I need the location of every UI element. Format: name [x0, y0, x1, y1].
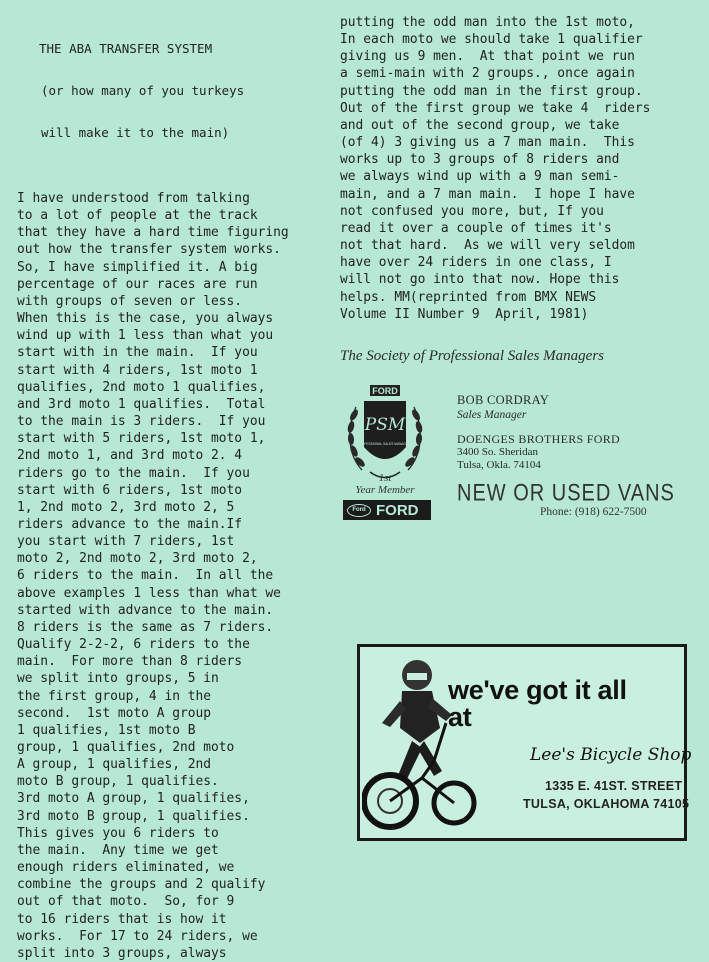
ford-badge-text: FORD [376, 501, 419, 519]
article-text-line: you start with 7 riders, 1st [17, 534, 235, 550]
article-text-line: Qualify 2-2-2, 6 riders to the [17, 637, 250, 653]
article-text-line: Volume II Number 9 April, 1981) [340, 306, 589, 322]
shop-name: Lee's Bicycle Shop [530, 745, 692, 765]
article-text-line: start with 4 riders, 1st moto 1 [17, 362, 258, 378]
article-subtitle-line: will make it to the main) [41, 125, 230, 140]
address-line-2: Tulsa, Okla. 74104 [457, 459, 541, 471]
article-text-line: above examples 1 less than what we [17, 585, 281, 601]
member-caption-year: 1st [378, 472, 392, 484]
article-text-line: a semi-main with 2 groups., once again [340, 66, 635, 82]
society-heading: The Society of Professional Sales Managers [340, 348, 604, 364]
article-text-line: and 3rd moto 1 qualifies. Total [17, 396, 266, 412]
shop-city: TULSA, OKLAHOMA 74105 [523, 797, 690, 811]
article-text-line: not that hard. As we will very seldom [340, 238, 635, 254]
member-caption [340, 472, 430, 496]
article-text-line: 8 riders is the same as 7 riders. [17, 619, 274, 635]
article-text-line: group, 1 qualifies, 2nd moto [17, 740, 235, 755]
article-text-line: When this is the case, you always [17, 311, 274, 327]
article-text-line: out how the transfer system works. [17, 242, 281, 258]
address-line-1: 3400 So. Sheridan [457, 446, 538, 458]
article-text-line: to a lot of people at the track [17, 208, 258, 224]
contact-title: Sales Manager [457, 409, 527, 421]
ad-headline-line-2: at [448, 702, 472, 732]
dealer-advertisement [340, 348, 705, 538]
article-text-line: start with 6 riders, 1st moto [17, 482, 243, 498]
article-text-line: 6 riders to the main. In all the [17, 568, 274, 584]
article-text-line: second. 1st moto A group [17, 705, 212, 721]
phone-number: Phone: (918) 622-7500 [540, 506, 647, 518]
article-text-line: main. For more than 8 riders [17, 654, 243, 670]
bicycle-shop-advertisement [357, 644, 692, 841]
article-left-column [17, 14, 347, 962]
ford-oval-icon: Ford [347, 504, 371, 517]
article-text-line: riders go to the main. If you [17, 465, 250, 481]
emblem-top-label: FORD [372, 386, 398, 396]
article-text-line: and out of the second group, we take [340, 117, 620, 133]
article-text-line: 1, 2nd moto 2, 3rd moto 2, 5 [17, 499, 235, 515]
article-text-line: started with advance to the main. [17, 602, 274, 618]
contact-name: BOB CORDRAY [457, 393, 550, 407]
article-text-line: will not go into that now. Hope this [340, 272, 620, 288]
article-text-line: combine the groups and 2 qualify [17, 877, 266, 893]
article-text-line: 1 qualifies, 1st moto B [17, 722, 196, 738]
article-text-line: This gives you 6 riders to [17, 825, 219, 841]
article-text-line: the first group, 4 in the [17, 688, 212, 704]
article-text-line: to the main is 3 riders. If you [17, 414, 266, 430]
article-text-line: moto B group, 1 qualifies. [17, 774, 219, 790]
ford-logo [343, 500, 431, 520]
article-text-line: works up to 3 groups of 8 riders and [340, 152, 620, 168]
article-text-line: 2nd moto 1, and 3rd moto 2. 4 [17, 448, 243, 464]
article-text-line: putting the odd man in the first group. [340, 83, 643, 99]
article-text-line: qualifies, 2nd moto 1 qualifies, [17, 379, 266, 395]
article-text-line: Out of the first group we take 4 riders [340, 100, 651, 116]
article-text-line: giving us 9 men. At that point we run [340, 49, 635, 65]
article-text-line: we split into groups, 5 in [17, 671, 219, 687]
article-text-line: 3rd moto A group, 1 qualifies, [17, 791, 250, 807]
article-text-line: percentage of our races are run [17, 276, 258, 292]
ad-headline [448, 677, 678, 731]
article-text-line: that they have a hard time figuring [17, 225, 289, 241]
article-text-line: works. For 17 to 24 riders, we [17, 928, 258, 944]
shop-street: 1335 E. 41ST. STREET [545, 779, 683, 793]
article-text-line: 3rd moto B group, 1 qualifies. [17, 808, 250, 824]
article-subtitle-line: (or how many of you turkeys [41, 83, 245, 98]
article-text-line: In each moto we should take 1 qualifier [340, 32, 643, 48]
business-card-info [457, 393, 620, 472]
article-text-line: with groups of seven or less. [17, 293, 243, 309]
emblem-monogram: PSM [364, 415, 406, 435]
article-title-line: THE ABA TRANSFER SYSTEM [39, 41, 213, 56]
vans-slogan: NEW OR USED VANS [457, 480, 675, 507]
article-text-line: not confused you more, but, If you [340, 203, 604, 219]
ad-headline-line-1: we've got it all [448, 675, 627, 705]
article-text-line: the main. Any time we get [17, 842, 219, 858]
article-text-line: have over 24 riders in one class, I [340, 255, 612, 271]
article-text-line: moto 2, 2nd moto 2, 3rd moto 2, [17, 551, 258, 567]
article-text-line: So, I have simplified it. A big [17, 259, 258, 275]
article-text-line: to 16 riders that is how it [17, 911, 227, 927]
article-text-line: I have understood from talking [17, 191, 250, 206]
article-text-line: start with 5 riders, 1st moto 1, [17, 431, 266, 447]
company-name: DOENGES BROTHERS FORD [457, 432, 620, 446]
article-text-line: wind up with 1 less than what you [17, 328, 274, 344]
article-text-line: split into 3 groups, always [17, 945, 227, 961]
article-title [39, 14, 347, 168]
emblem-subtext: PROFESSIONAL SALES MANAGERS [357, 442, 413, 446]
article-text-line: enough riders eliminated, we [17, 860, 235, 876]
article-body-right [340, 14, 705, 323]
article-text-line: helps. MM(reprinted from BMX NEWS [340, 289, 597, 305]
article-text-line: putting the odd man into the 1st moto, [340, 15, 635, 30]
article-text-line: read it over a couple of times it's [340, 220, 612, 236]
article-body-left [17, 190, 347, 962]
article-text-line: A group, 1 qualifies, 2nd [17, 757, 212, 773]
article-text-line: main, and a 7 man main. I hope I have [340, 186, 635, 202]
article-text-line: (of 4) 3 giving us a 7 man main. This [340, 135, 635, 151]
article-text-line: we always wind up with a 9 man semi- [340, 169, 620, 185]
member-caption-label: Year Member [355, 484, 415, 496]
article-text-line: out of that moto. So, for 9 [17, 894, 235, 910]
article-text-line: start with in the main. If you [17, 345, 258, 361]
article-text-line: riders advance to the main.If [17, 516, 243, 532]
